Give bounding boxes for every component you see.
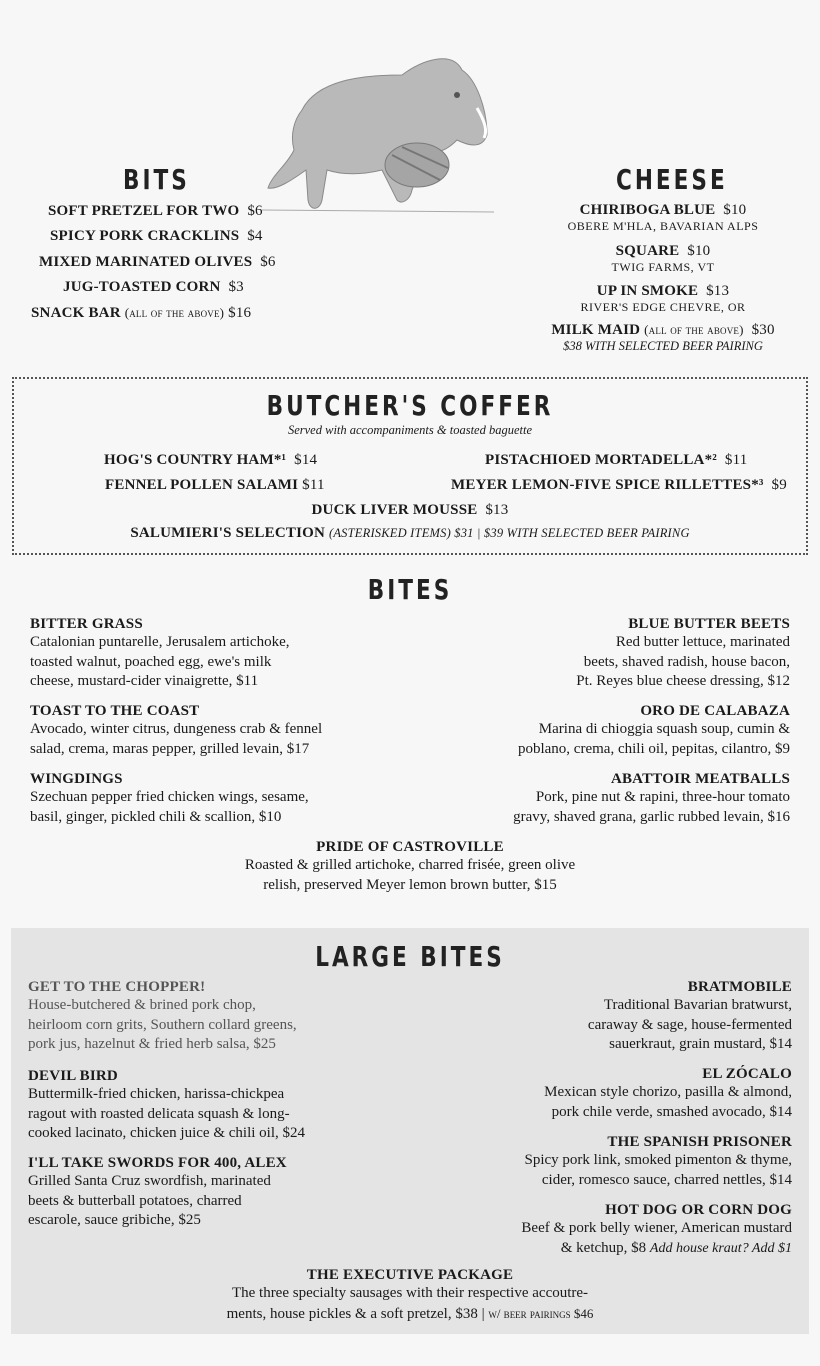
list-item: GET TO THE CHOPPER! House-butchered & brined pork chop, heirloom corn grits, Southern collard greens, pork jus, hazelnut & fried herb salsa, $25 xyxy=(28,979,297,1052)
list-item: TOAST TO THE COAST Avocado, winter citrus, dungeness crab & fennel salad, crema, maras pepper, grilled levain, $17 xyxy=(30,703,323,757)
list-item: JUG-TOASTED CORN $3 xyxy=(63,279,244,295)
coffer-subtitle: Served with accompaniments & toasted baguette xyxy=(287,423,533,437)
list-item: BLUE BUTTER BEETS Red butter lettuce, marinated beets, shaved radish, house bacon, Pt. Reyes blue cheese dressing, $12 xyxy=(576,616,790,689)
list-item: DEVIL BIRD Buttermilk-fried chicken, harissa-chickpea ragout with roasted delicata squash & long- cooked lacinato, chicken juice & chili oil, $24 xyxy=(28,1068,305,1141)
bits-heading: BITS xyxy=(123,163,190,197)
list-item: SPICY PORK CRACKLINS $4 xyxy=(50,228,263,244)
list-item: PRIDE OF CASTROVILLE Roasted & grilled artichoke, charred frisée, green olive relish, preserved Meyer lemon brown butter, $15 xyxy=(244,839,576,893)
cheese-heading: CHEESE xyxy=(616,163,728,197)
list-item: PISTACHIOED MORTADELLA*² $11 xyxy=(485,452,748,468)
list-item: SQUARE $10 TWIG FARMS, VT xyxy=(611,243,715,274)
list-item: THE EXECUTIVE PACKAGE The three specialty sausages with their respective accoutre- ments, house pickles & a soft pretzel, $38 | w/ beer pairings $46 xyxy=(226,1267,594,1322)
coffer-heading: BUTCHER'S COFFER xyxy=(266,389,554,423)
bites-heading: BITES xyxy=(367,573,453,607)
list-item: THE SPANISH PRISONER Spicy pork link, smoked pimenton & thyme, cider, romesco sauce, charred nettles, $14 xyxy=(524,1134,792,1188)
list-item: EL ZÓCALO Mexican style chorizo, pasilla & almond, pork chile verde, smashed avocado, $14 xyxy=(544,1066,792,1120)
list-item: MILK MAID (all of the above) $30 $38 WITH SELECTED BEER PAIRING xyxy=(551,322,775,353)
list-item: SNACK BAR (all of the above) $16 xyxy=(31,305,252,321)
list-item: BITTER GRASS Catalonian puntarelle, Jerusalem artichoke, toasted walnut, poached egg, ewe's milk cheese, mustard-cider vinaigrette, $11 xyxy=(30,616,290,689)
list-item: I'LL TAKE SWORDS FOR 400, ALEX Grilled Santa Cruz swordfish, marinated beets & butterball potatoes, charred escarole, sauce gribiche, $25 xyxy=(28,1155,287,1228)
list-item: CHIRIBOGA BLUE $10 OBERE M'HLA, BAVARIAN ALPS xyxy=(567,202,759,233)
list-item: BRATMOBILE Traditional Bavarian bratwurst, caraway & sage, house-fermented sauerkraut, grain mustard, $14 xyxy=(587,979,792,1052)
list-item: UP IN SMOKE $13 RIVER'S EDGE CHEVRE, OR xyxy=(580,283,746,314)
list-item: MEYER LEMON-FIVE SPICE RILLETTES*³ $9 xyxy=(451,477,787,493)
list-item: FENNEL POLLEN SALAMI $11 xyxy=(105,477,325,493)
list-item: SOFT PRETZEL FOR TWO $6 xyxy=(48,203,263,219)
list-item: DUCK LIVER MOUSSE $13 xyxy=(311,502,509,518)
list-item: HOG'S COUNTRY HAM*¹ $14 xyxy=(104,452,318,468)
list-item: WINGDINGS Szechuan pepper fried chicken wings, sesame, basil, ginger, pickled chili & scallion, $10 xyxy=(30,771,309,825)
list-item: MIXED MARINATED OLIVES $6 xyxy=(39,254,276,270)
list-item: ORO DE CALABAZA Marina di chioggia squash soup, cumin & poblano, crema, chili oil, pepitas, cilantro, $9 xyxy=(517,703,790,757)
list-item: ABATTOIR MEATBALLS Pork, pine nut & rapini, three-hour tomato gravy, shaved grana, garlic rubbed levain, $16 xyxy=(513,771,790,825)
coffer-selection: SALUMIERI'S SELECTION (ASTERISKED ITEMS) $31 | $39 WITH SELECTED BEER PAIRING xyxy=(130,525,690,541)
large-bites-heading: LARGE BITES xyxy=(315,940,505,974)
list-item: HOT DOG OR CORN DOG Beef & pork belly wiener, American mustard & ketchup, $8 Add house kraut? Add $1 xyxy=(521,1202,792,1256)
boar-illustration xyxy=(262,40,494,220)
